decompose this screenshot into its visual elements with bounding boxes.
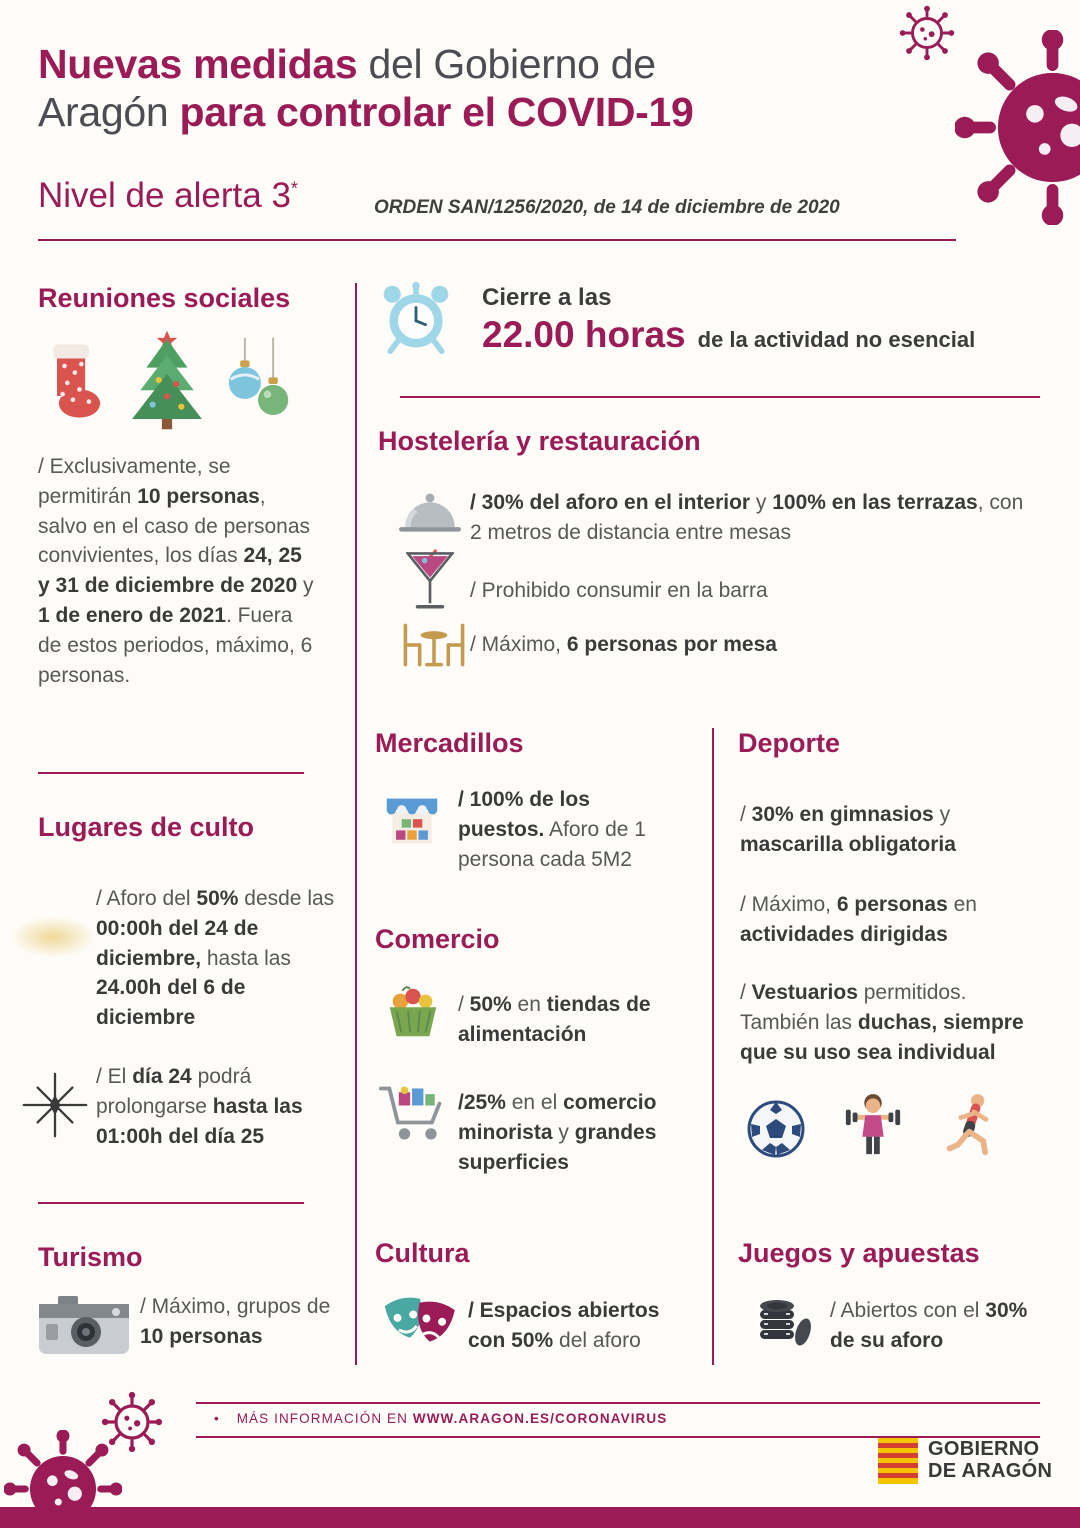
section-title-hosteleria: Hostelería y restauración	[378, 426, 701, 456]
closing-time: 22.00 horas	[482, 314, 686, 355]
closing-line1: Cierre a las	[482, 284, 612, 311]
grocery-basket-icon	[383, 985, 443, 1041]
camera-icon	[38, 1294, 130, 1356]
left-divider-1	[38, 772, 304, 774]
table-and-chairs-icon	[396, 620, 472, 670]
hosteleria-text-3: / Máximo, 6 personas por mesa	[470, 633, 777, 656]
alert-level-text: Nivel de alerta 3	[38, 176, 291, 215]
deporte-text-3: / Vestuarios permitidos. También las duchas, siempre que su uso sea individual	[740, 981, 1024, 1064]
section-title-turismo: Turismo	[38, 1242, 143, 1272]
page-title	[38, 40, 694, 137]
virus-icon-small-top	[898, 4, 956, 62]
weightlifter-icon	[842, 1092, 904, 1162]
vertical-divider-left	[355, 283, 357, 1365]
hosteleria-text-1: / 30% del aforo en el interior y 100% en las terrazas, con 2 metros de distancia entre mesas	[470, 491, 1024, 544]
comercio-text-1: / 50% en tiendas de alimentación	[458, 993, 651, 1046]
hosteleria-text-2: / Prohibido consumir en la barra	[470, 579, 768, 602]
turismo-text: / Máximo, grupos de 10 personas	[140, 1295, 331, 1348]
order-reference: ORDEN SAN/1256/2020, de 14 de diciembre de 2020	[374, 197, 840, 218]
footer-divider-top	[196, 1402, 1040, 1404]
left-divider-2	[38, 1202, 304, 1204]
footer-info	[214, 1411, 667, 1426]
cloche-icon	[398, 490, 462, 536]
page-title-line1: Nuevas medidas del Gobierno de	[38, 41, 656, 87]
gobierno-aragon-logo	[878, 1438, 1052, 1484]
section-title-reuniones-sociales: Reuniones sociales	[38, 283, 291, 313]
theater-masks-icon	[381, 1292, 457, 1356]
deporte-text-2: / Máximo, 6 personas en actividades dirigidas	[740, 893, 977, 946]
section-title-cultura: Cultura	[375, 1238, 470, 1268]
cultura-text: / Espacios abiertos con 50% del aforo	[468, 1299, 660, 1352]
aragon-flag-icon	[878, 1438, 918, 1484]
soccer-ball-icon	[745, 1098, 807, 1160]
vertical-divider-right	[712, 728, 714, 1365]
deporte-text-1: / 30% en gimnasios y mascarilla obligatoria	[740, 803, 956, 856]
header-divider	[38, 239, 956, 241]
alert-level	[38, 176, 298, 216]
market-stall-icon	[383, 792, 441, 852]
section-title-mercadillos: Mercadillos	[375, 728, 524, 758]
shopping-cart-icon	[378, 1082, 448, 1146]
logo-text	[928, 1439, 1052, 1482]
bullet-dot: •	[214, 1411, 220, 1426]
section-title-comercio: Comercio	[375, 924, 500, 954]
bottom-bar	[0, 1507, 1080, 1528]
middle-divider	[400, 396, 1040, 398]
mercadillos-text: / 100% de los puestos. Aforo de 1 persona cada 5M2	[458, 788, 646, 871]
logo-line2: DE ARAGÓN	[928, 1460, 1053, 1482]
closing-line2: de la actividad no esencial	[697, 327, 976, 352]
christmas-tree-icon	[128, 330, 206, 430]
footer-info-prefix: MÁS INFORMACIÓN EN	[236, 1411, 413, 1426]
baubles-icon	[226, 336, 292, 430]
candle-glow-icon	[10, 916, 96, 958]
reuniones-sociales-text: / Exclusivamente, se permitirán 10 personas, salvo en el caso de personas convivientes, los días 24, 25 y 31 de diciembre de 2020 y 1 de enero de 2021. Fuera de estos periodos, máximo, 6 personas.	[38, 455, 314, 687]
poker-chips-icon	[752, 1292, 814, 1354]
cocktail-icon	[406, 548, 454, 614]
section-title-lugares-de-culto: Lugares de culto	[38, 812, 255, 842]
alarm-clock-icon	[378, 280, 454, 356]
page-title-line2: Aragón para controlar el COVID-19	[38, 89, 694, 136]
star-icon	[22, 1072, 88, 1138]
lugares-de-culto-text-1: / Aforo del 50% desde las 00:00h del 24 de diciembre, hasta las 24.00h del 6 de diciembre	[96, 887, 335, 1030]
section-title-deporte: Deporte	[738, 728, 841, 758]
footer-link[interactable]: WWW.ARAGON.ES/CORONAVIRUS	[412, 1411, 668, 1426]
alert-asterisk: *	[290, 178, 298, 199]
christmas-stocking-icon	[42, 334, 102, 428]
virus-icon-large-top	[955, 30, 1080, 225]
logo-line1: GOBIERNO	[928, 1438, 1040, 1461]
closing-time-block	[482, 284, 975, 356]
section-title-juegos: Juegos y apuestas	[738, 1238, 980, 1268]
runner-icon	[942, 1090, 1002, 1162]
juegos-text: / Abiertos con el 30% de su aforo	[830, 1299, 1028, 1352]
lugares-de-culto-text-2: / El día 24 podrá prolongarse hasta las 01:00h del día 25	[96, 1065, 303, 1148]
comercio-text-2: /25% en el comercio minorista y grandes superficies	[458, 1091, 657, 1174]
